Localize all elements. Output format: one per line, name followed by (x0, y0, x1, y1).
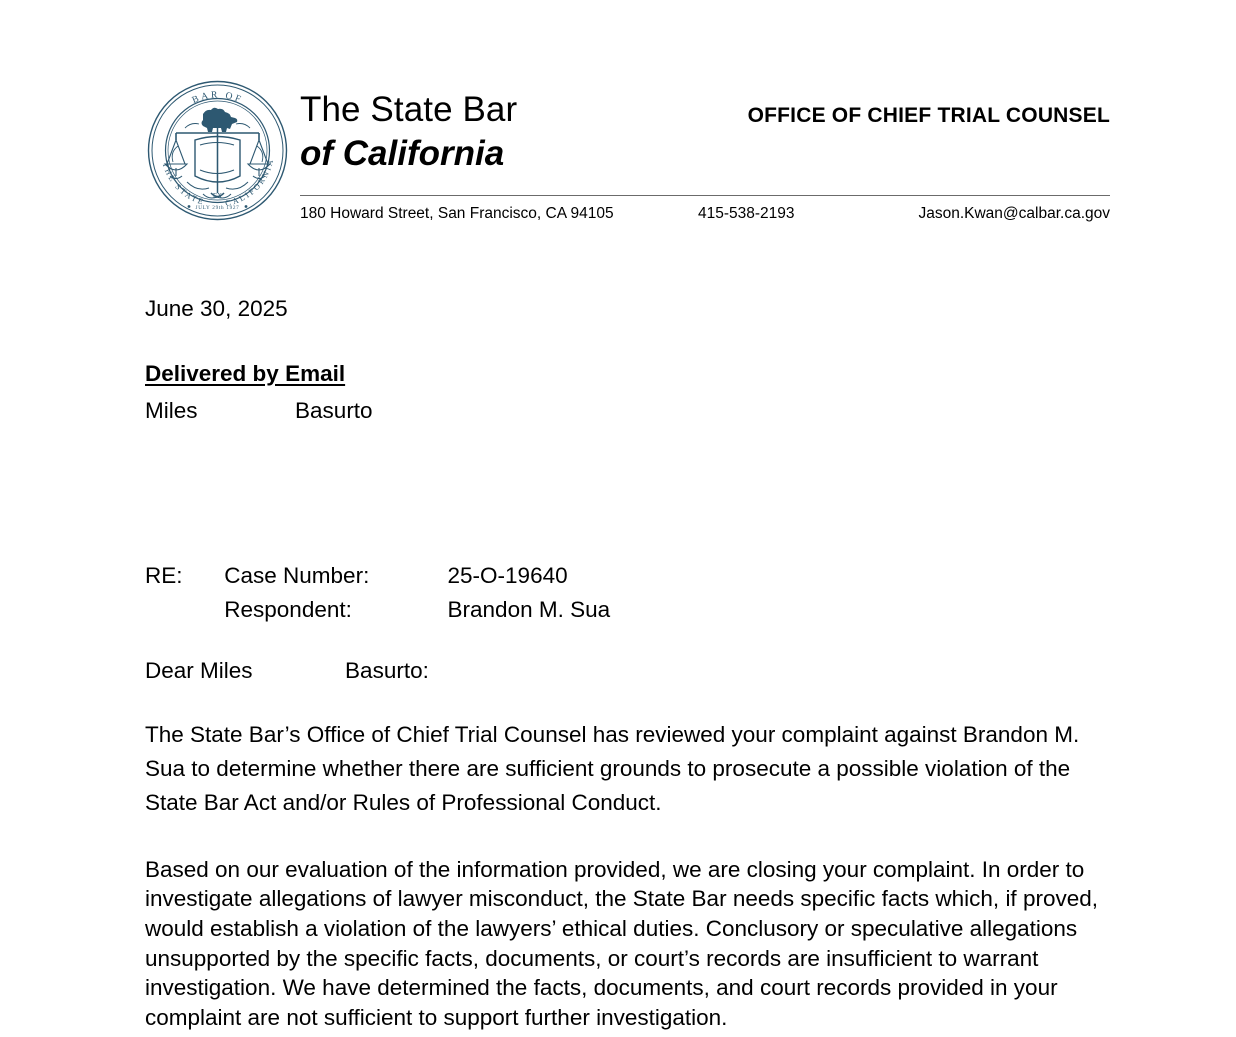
letter-body (145, 296, 1098, 1037)
respondent-label: Respondent: (224, 597, 352, 622)
wordmark (300, 92, 517, 171)
case-number-value: 25-O-19640 (447, 563, 568, 588)
svg-text:JULY 29th 1927: JULY 29th 1927 (195, 205, 240, 211)
re-tag: RE: (145, 563, 183, 588)
body-paragraph: The State Bar’s Office of Chief Trial Counsel has reviewed your complaint against Brandon M. Sua to determine whether there are sufficient grounds to prosecute a possible violation of the State Bar Act and/or Rules of Professional Conduct. (145, 721, 1080, 815)
contact-row (300, 205, 1110, 229)
letterhead (145, 78, 1110, 228)
body-paragraph: Based on our evaluation of the information provided, we are closing your complaint. In order to investigate allegations of lawyer misconduct, the State Bar needs specific facts which, if proved, would establish a violation of the lawyers’ ethical duties. Conclusory or speculative allegations unsupported by the specific facts, documents, or court’s records are insufficient to warrant investigation. We have determined the facts, documents, and court records provided in your complaint are not sufficient to support further investigation. (145, 856, 1098, 1031)
letterhead-divider (300, 195, 1110, 196)
letter-date: June 30, 2025 (145, 296, 288, 321)
delivery-notice: Delivered by Email (145, 360, 346, 386)
svg-text:EX: EX (212, 192, 223, 200)
svg-text:CALIFORNIA: CALIFORNIA (224, 156, 276, 208)
svg-text:THE STATE: THE STATE (160, 161, 207, 207)
case-number-label: Case Number: (224, 563, 370, 588)
re-row (145, 593, 1095, 627)
office-title: OFFICE OF CHIEF TRIAL COUNSEL (747, 104, 1110, 127)
wordmark-line-1: The State Bar (300, 90, 518, 129)
respondent-value: Brandon M. Sua (447, 597, 611, 622)
office-email: Jason.Kwan@calbar.ca.gov (918, 205, 1110, 222)
re-block (145, 559, 1095, 627)
salutation: Dear Miles Basurto: (145, 658, 429, 683)
state-bar-seal-icon (145, 78, 290, 223)
office-phone: 415-538-2193 (698, 205, 795, 222)
office-address: 180 Howard Street, San Francisco, CA 94105 (300, 205, 614, 222)
svg-text:BAR OF: BAR OF (190, 90, 245, 106)
re-row (145, 559, 1095, 593)
recipient-name: Miles Basurto (145, 397, 373, 423)
wordmark-line-2: of California (300, 134, 505, 173)
